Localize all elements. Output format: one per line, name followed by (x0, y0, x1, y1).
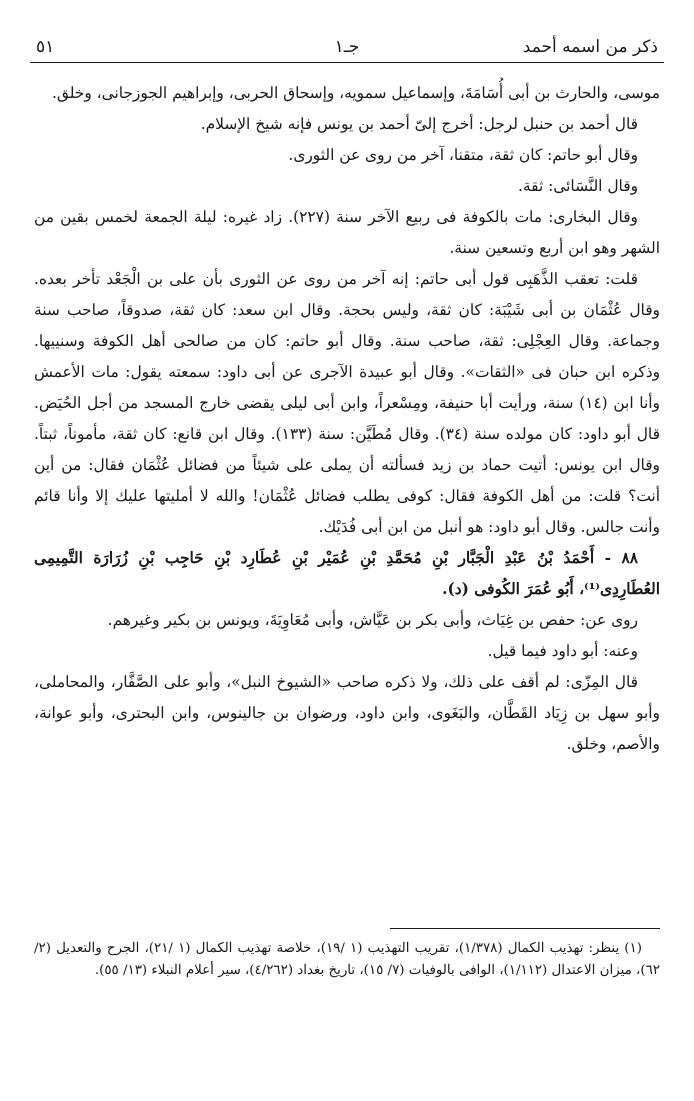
page-number: ٥١ (36, 37, 55, 57)
footnotes (34, 938, 660, 982)
paragraph: وقال النَّسَائى: ثقة. (518, 177, 638, 195)
header-title: ذكر من اسمه أحمد (522, 37, 658, 57)
paragraph: قال المِزّى: لم أقف على ذلك، ولا ذكره صاحب «الشيوخ النبل»، وأبو على الصَّفَّار، والمحاملى، وأبو سهل بن زِيَاد القَطَّان، والبَغَوى، وابن داود، ورضوان بن جالينوس، وابن البحترى، وأبو عوانة، والأصم، وخلق. (34, 673, 660, 753)
paragraph: وعنه: أبو داود فيما قيل. (487, 642, 638, 660)
paragraph: موسى، والحارث بن أبى أُسَامَةَ، وإسماعيل سمويه، وإسحاق الحربى، وإبراهيم الجوزجانى، وخلق. (51, 84, 660, 102)
header-volume: جـ١ (334, 37, 360, 57)
paragraph: روى عن: حفص بن غِيَاث، وأبى بكر بن عَيَّاش، وأبى مُعَاوِيَةَ، ويونس بن بكير وغيرهم. (107, 611, 638, 629)
paragraph: قلت: تعقب الذَّهَبِى قول أبى حاتم: إنه آخر من روى عن الثورى بأن على بن الْجَعْد تأخر بعده. وقال عُثْمَان بن أبى شَيْبَة: كان ثقة، وليس بحجة. وقال ابن سعد: كان ثقة، صدوقاً، صاحب سنة وجماعة. وقال العِجْلِى: ثقة، صاحب سنة. وقال أبو حاتم: كان من صالحى أهل الكوفة وسنييها. وذكره ابن حبان فى «الثقات». وقال أبو عبيدة الآجرى عن أبى داود: سمعته يقول: مات الأعمش وأنا ابن (١٤) سنة، ورأيت أبا حنيفة، ومِسْعراً، وابن أبى ليلى يقضى خارج المسجد من أجل الحُيَض. قال أبو داود: كان مولده سنة (٣٤). وقال مُطَيَّن: سنة (١٣٣). وقال ابن قانع: كان ثقة، مأموناً، ثبتاً. وقال ابن يونس: أتيت حماد بن زيد فسألته أن يملى على شيئاً من فضائل عُثْمَان فقال: من أين أنت؟ قلت: من أهل الكوفة فقال: كوفى يطلب فضائل عُثْمَان! والله لا أمليتها عليك إلا وأنا قائم وأنت جالس. وقال أبو داود: هو أنبل من ابن أبى فُدَيْك. (34, 270, 660, 536)
running-header (30, 34, 664, 63)
entry-heading: ٨٨ - أَحْمَدُ بْنُ عَبْدِ الْجَبَّار بْنِ مُحَمَّدِ بْنِ عُمَيْر بْنِ عُطَارِد بْنِ حَاجِب بْنِ زُرَارَة التَّمِيمِى العُطَارِدِى⁽¹⁾، أَبُو عُمَرَ الكُوفى (د). (34, 549, 660, 598)
paragraph: وقال البخارى: مات بالكوفة فى ربيع الآخر سنة (٢٢٧). زاد غيره: ليلة الجمعة لخمس بقين من الشهر وهو ابن أربع وتسعين سنة. (34, 208, 660, 257)
paragraph: وقال أبو حاتم: كان ثقة، متقنا، آخر من روى عن الثورى. (288, 146, 638, 164)
footnote-divider (390, 928, 660, 929)
footnote: (١) ينظر: تهذيب الكمال (١/٣٧٨)، تقريب التهذيب (١ /١٩)، خلاصة تهذيب الكمال (١ /٢١)، الجرح والتعديل (٢/ ٦٢)، ميزان الاعتدال (١/١١٢)، الوافى بالوفيات (٧/ ١٥)، تاريخ بغداد (٤/٢٦٢)، سير أعلام النبلاء (١٣/ ٥٥). (34, 941, 660, 978)
paragraph: قال أحمد بن حنبل لرجل: أخرج إلىّ أحمد بن يونس فإنه شيخ الإسلام. (200, 115, 638, 133)
main-text (34, 78, 660, 760)
